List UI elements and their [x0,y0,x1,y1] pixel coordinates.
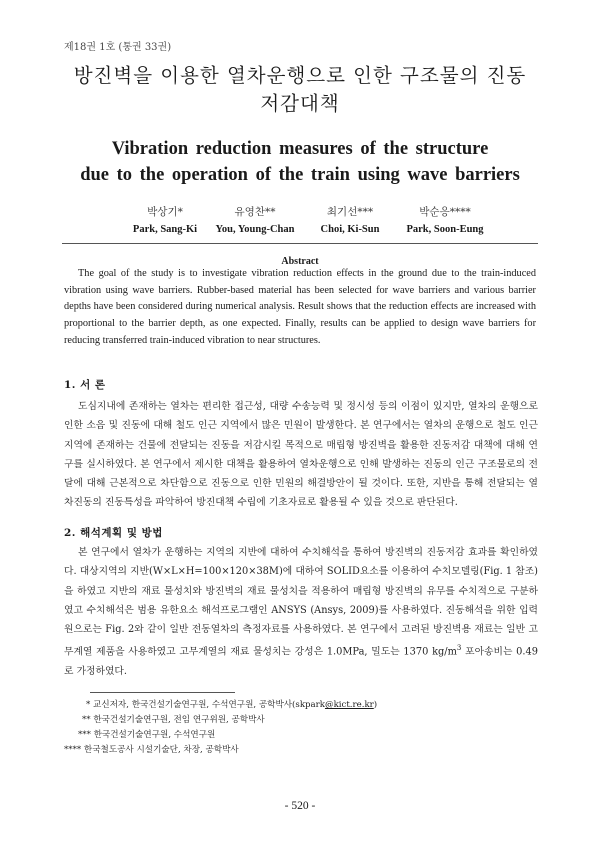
author-2-korean: 유영찬** [234,206,276,218]
footnote-4-text: 한국철도공사 시설기술단, 차장, 공학박사 [83,745,239,755]
footnote-1-text: 교신저자, 한국건설기술연구원, 수석연구원, 공학박사(skpark [93,700,325,710]
footnote-1-mark: * [86,700,91,710]
section-2-heading: 2. 해석계획 및 방법 [64,527,163,539]
section-2-text [64,543,538,681]
unit-superscript: 3 [456,644,462,653]
footnote-1-email-link[interactable]: @kict.re.kr [324,700,374,710]
abstract-heading: Abstract [281,256,319,267]
korean-title-line-2: 저감대책 [260,92,340,115]
abstract-text: The goal of the study is to investigate vibration reduction effects in the ground due to the train-induced vibration using wave barriers. Rubber-based material has been selected for wave barriers and various barrier depths have been considered during numerical analysis. Result shows that the reduction effects are increased with proportional to the barrier depth, as one expected. Finally, results can be applied to design wave barriers for reducing transferred train-induced vibration to near structures. [64,268,536,346]
footnote-2-mark: ** [82,715,91,725]
author-1-english: Park, Sang-Ki [132,224,198,235]
footnote-4 [64,743,544,758]
footnote-3 [64,728,544,743]
english-title-line-1: Vibration reduction measures of the structure [111,139,489,159]
section-2-text-end: 포아송비는 0.49로 가정하였다. [64,646,538,678]
journal-issue: 제18권 1호 (통권 33권) [64,42,172,53]
english-title-line-2: due to the operation of the train using wave barriers [80,165,520,185]
footnote-3-mark: *** [78,730,91,740]
footnote-2 [64,713,544,728]
author-4 [385,204,505,235]
author-3-english: Choi, Ki-Sun [320,224,380,235]
author-2-english: You, Young-Chan [215,224,295,235]
author-4-english: Park, Soon-Eung [406,224,484,235]
section-2-text-main: 본 연구에서 열차가 운행하는 지역의 지반에 대하여 수치해석을 통하여 방진벽의 진동저감 효과를 확인하였다. 대상지역의 지반(W×L×H=100×120×38M)에 대하여 SOLID요소를 이용하여 수치모델링(Fig. 1 참조)을 하였고 지반의 재료 물성치와 방진벽의 재료 물성치을 적용하여 매립형 방진벽의 유무를 수치적으로 구분하였고 수치해석은 범용 유한요소 해석프로그램인 ANSYS (Ansys, 2009)를 사용하였다. 진동해석을 위한 입력원으로는 Fig. 2와 같이 일반 전동열차의 측정자료를 사용하였다. 본 연구에서 고려된 방진벽용 재료는 일반 고무계열 제품을 사용하였고 고무계열의 재료 물성치는 강성은 1.0MPa, 밀도는 1370 kg/m [64,547,538,658]
korean-title-line-1: 방진벽을 이용한 열차운행으로 인한 구조물의 진동 [73,64,527,87]
page-number: - 520 - [284,800,316,812]
footnote-3-text: 한국건설기술연구원, 수석연구원 [93,730,216,740]
author-4-korean: 박순응**** [419,206,471,218]
footnote-4-mark: **** [64,745,82,755]
footnotes [64,698,544,758]
author-2 [200,204,310,235]
header-divider [62,243,538,244]
author-3-korean: 최기선*** [326,206,374,218]
section-1-text: 도심지내에 존재하는 열차는 편리한 접근성, 대량 수송능력 및 정시성 등의 이점이 있지만, 열차의 운행으로 인한 소음 및 진동에 대해 철도 인근 지역에서 많은 민원이 발생한다. 본 연구에서는 열차의 운행으로 철도 인근지역에 존재하는 건물에 전달되는 진동을 저감시킬 목적으로 매립형 방진벽을 활용한 진동저감 대책에 대해 연구를 실시하였다. 본 연구에서 제시한 대책을 활용하여 열차운행으로 인해 발생하는 진동의 인근 구조물로의 전달에 대해 근본적으로 차단함으로 진동으로 인한 민원의 해결방안이 될 것이다. 또한, 지반을 통해 전달되는 열차진동의 진동특성을 파악하여 방진대책 수립에 기초자료로 활용될 수 있을 것으로 판단된다. [64,401,538,509]
footnote-1-suffix: ) [373,700,378,710]
footnote-1 [64,698,544,713]
section-1-heading: 1. 서 론 [64,379,106,391]
footnote-divider [90,692,235,693]
footnote-2-text: 한국건설기술연구원, 전임 연구위원, 공학박사 [93,715,265,725]
author-1-korean: 박상기* [147,206,183,218]
author-1 [120,204,210,235]
